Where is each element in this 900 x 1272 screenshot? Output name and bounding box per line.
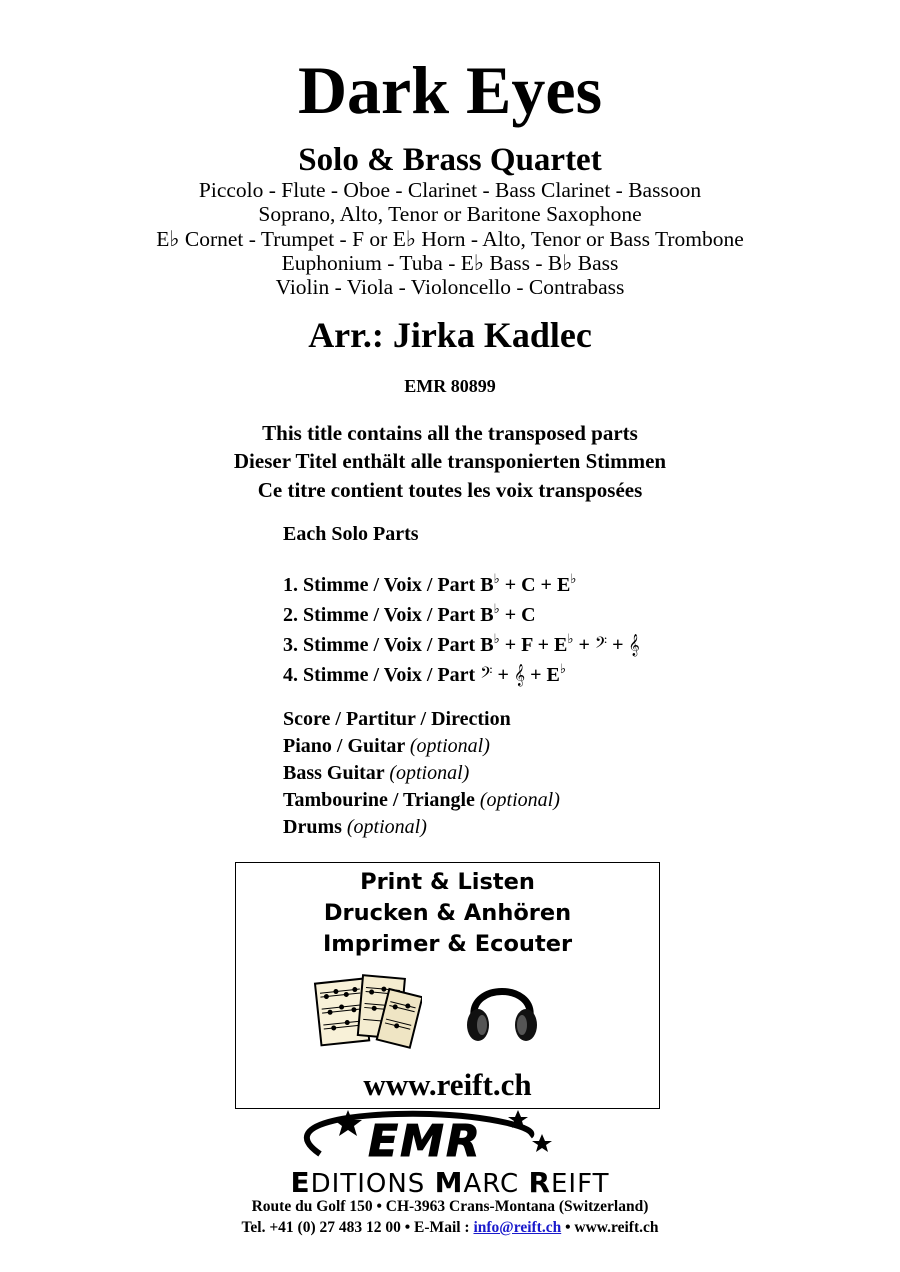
note-line: This title contains all the transposed parts (262, 421, 638, 445)
instrument-line: Piccolo - Flute - Oboe - Clarinet - Bass Clarinet - Bassoon (198, 178, 702, 202)
extra-name: Tambourine / Triangle (283, 789, 480, 811)
treble-clef-icon: 𝄞 (513, 664, 526, 686)
flat-icon: ♭ (567, 632, 574, 647)
print-listen-line: Drucken & Anhören (323, 900, 572, 926)
extra-item (283, 706, 511, 732)
print-listen-line: Imprimer & Ecouter (322, 931, 573, 957)
website-url[interactable]: www.reift.ch (363, 1067, 532, 1102)
extra-item (283, 814, 427, 840)
part-key: + (492, 664, 514, 686)
contact-suffix: • www.reift.ch (561, 1219, 659, 1236)
part-1 (283, 567, 576, 598)
print-listen-box (235, 862, 660, 1109)
publisher-address: Route du Golf 150 • CH-3963 Crans-Montana (Switzerland) (251, 1198, 649, 1215)
sheet-music-icon (312, 971, 422, 1051)
flat-icon: ♭ (493, 602, 500, 617)
instrument-line: E♭ Cornet - Trumpet - F or E♭ Horn - Alto, Tenor or Bass Trombone (156, 227, 744, 251)
publisher-name (0, 1168, 900, 1199)
extra-item (283, 760, 469, 786)
extra-item (283, 733, 490, 759)
part-key: + C (499, 604, 536, 626)
bass-clef-icon: 𝄢 (480, 664, 493, 686)
headphones-icon (462, 971, 542, 1051)
part-key: + (607, 634, 629, 656)
flat-icon: ♭ (493, 632, 500, 647)
part-key: + E (525, 664, 560, 686)
part-3 (283, 627, 640, 658)
extra-name: Piano / Guitar (283, 735, 410, 757)
extra-optional: (optional) (479, 789, 560, 811)
instrument-line: Euphonium - Tuba - E♭ Bass - B♭ Bass (281, 251, 619, 275)
subtitle: Solo & Brass Quartet (298, 142, 602, 178)
treble-clef-icon: 𝄞 (628, 634, 640, 656)
extra-optional: (optional) (346, 816, 427, 838)
part-label: 3. Stimme / Voix / Part (283, 634, 481, 656)
extra-item (283, 787, 560, 813)
svg-text:EMR: EMR (368, 1116, 482, 1167)
solo-heading: Each Solo Parts (283, 523, 419, 545)
arranger: Arr.: Jirka Kadlec (308, 315, 592, 355)
part-label: 4. Stimme / Voix / Part (283, 664, 481, 686)
publisher-word: ARC (463, 1169, 529, 1199)
part-key: B (480, 634, 494, 656)
extra-name: Score / Partitur / Direction (283, 708, 511, 730)
part-key: + C + E (499, 574, 571, 596)
part-key: B (480, 604, 494, 626)
extra-name: Bass Guitar (283, 762, 390, 784)
flat-icon: ♭ (570, 572, 577, 587)
instrument-line: Soprano, Alto, Tenor or Baritone Saxophone (258, 202, 642, 226)
email-link[interactable]: info@reift.ch (473, 1219, 562, 1236)
publisher-contact (0, 1218, 900, 1238)
publisher-word: EIFT (551, 1169, 610, 1199)
extra-optional: (optional) (389, 762, 470, 784)
flat-icon: ♭ (493, 572, 500, 587)
extra-name: Drums (283, 816, 347, 838)
flat-icon: ♭ (559, 662, 566, 677)
part-key: B (480, 574, 494, 596)
publisher-word: DITIONS (310, 1169, 435, 1199)
bass-clef-icon: 𝄢 (594, 634, 608, 656)
catalog-number: EMR 80899 (404, 376, 496, 396)
part-2 (283, 597, 536, 628)
extra-optional: (optional) (409, 735, 490, 757)
publisher-initial: M (434, 1166, 464, 1199)
instrument-line: Violin - Viola - Violoncello - Contrabass (275, 275, 625, 299)
part-key: + (573, 634, 595, 656)
publisher-initial: R (528, 1166, 551, 1199)
note-line: Ce titre contient toutes les voix transposées (257, 478, 643, 502)
part-4 (283, 657, 566, 688)
part-label: 1. Stimme / Voix / Part (283, 574, 481, 596)
contact-prefix: Tel. +41 (0) 27 483 12 00 • E-Mail : (241, 1219, 474, 1236)
publisher-initial: E (290, 1166, 311, 1199)
title: Dark Eyes (297, 52, 603, 128)
part-label: 2. Stimme / Voix / Part (283, 604, 481, 626)
part-key: + F + E (499, 634, 568, 656)
print-listen-line: Print & Listen (360, 869, 535, 895)
note-line: Dieser Titel enthält alle transponierten Stimmen (233, 449, 667, 473)
emr-logo (290, 1106, 560, 1168)
